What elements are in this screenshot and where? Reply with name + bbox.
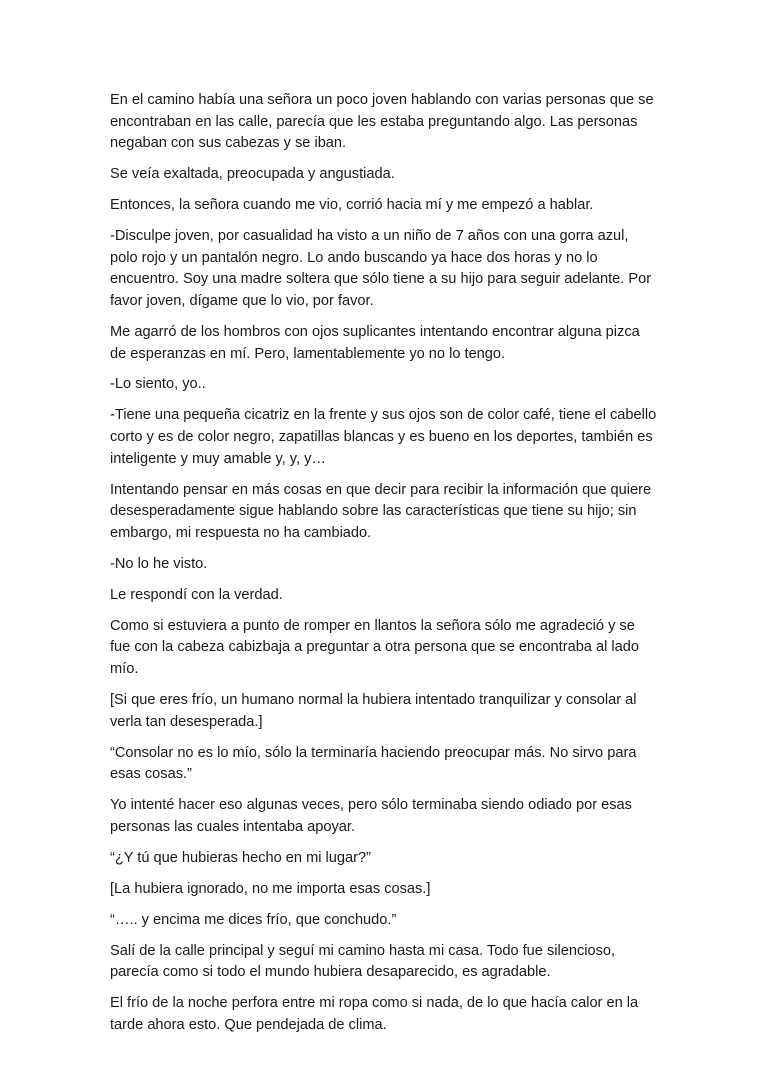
paragraph: Como si estuviera a punto de romper en llantos la señora sólo me agradeció y se fue con la cabeza cabizbaja a preguntar a otra persona que se encontraba al lado mío.	[110, 617, 639, 677]
paragraph: “Consolar no es lo mío, sólo la terminaría haciendo preocupar más. No sirvo para esas cosas.”	[110, 744, 637, 783]
paragraph: Le respondí con la verdad.	[110, 586, 283, 603]
paragraph: Entonces, la señora cuando me vio, corrió hacia mí y me empezó a hablar.	[110, 197, 594, 214]
paragraph: El frío de la noche perfora entre mi ropa como si nada, de lo que hacía calor en la tarde ahora esto. Que pendejada de clima.	[110, 995, 639, 1033]
paragraph: Se veía exaltada, preocupada y angustiada.	[110, 166, 395, 183]
paragraph: Yo intenté hacer eso algunas veces, pero sólo terminaba siendo odiado por esas personas las cuales intentaba apoyar.	[110, 797, 632, 835]
paragraph: En el camino había una señora un poco joven hablando con varias personas que se encontraban en las calle, parecía que les estaba preguntando algo. Las personas negaban con sus cabezas y se iban.	[110, 92, 654, 152]
paragraph: -No lo he visto.	[110, 555, 208, 572]
paragraph: Me agarró de los hombros con ojos suplicantes intentando encontrar alguna pizca de esperanzas en mí. Pero, lamentablemente yo no lo tengo.	[110, 323, 640, 362]
paragraph: “….. y encima me dices frío, que conchudo.”	[110, 911, 397, 928]
paragraph: Intentando pensar en más cosas en que decir para recibir la información que quiere desesperadamente sigue hablando sobre las características que tiene su hijo; sin embargo, mi respuesta no ha cambiado.	[110, 481, 652, 541]
paragraph: Salí de la calle principal y seguí mi camino hasta mi casa. Todo fue silencioso, parecía como si todo el mundo hubiera desaparecido, es agradable.	[110, 942, 616, 981]
paragraph: [La hubiera ignorado, no me importa esas cosas.]	[110, 880, 431, 897]
paragraph: “¿Y tú que hubieras hecho en mi lugar?”	[110, 849, 371, 866]
paragraph: -Lo siento, yo..	[110, 376, 206, 393]
paragraph: -Tiene una pequeña cicatriz en la frente y sus ojos son de color café, tiene el cabello corto y es de color negro, zapatillas blancas y es bueno en los deportes, también es inteligente y muy amable y, y, y…	[110, 407, 657, 467]
paragraph: -Disculpe joven, por casualidad ha visto a un niño de 7 años con una gorra azul, polo rojo y un pantalón negro. Lo ando buscando ya hace dos horas y no lo encuentro. Soy una madre soltera que sólo tiene a su hijo para seguir adelante. Por favor joven, dígame que lo vio, por favor.	[110, 228, 652, 309]
document-body	[110, 90, 658, 1046]
paragraph: [Si que eres frío, un humano normal la hubiera intentado tranquilizar y consolar al verla tan desesperada.]	[110, 691, 637, 730]
